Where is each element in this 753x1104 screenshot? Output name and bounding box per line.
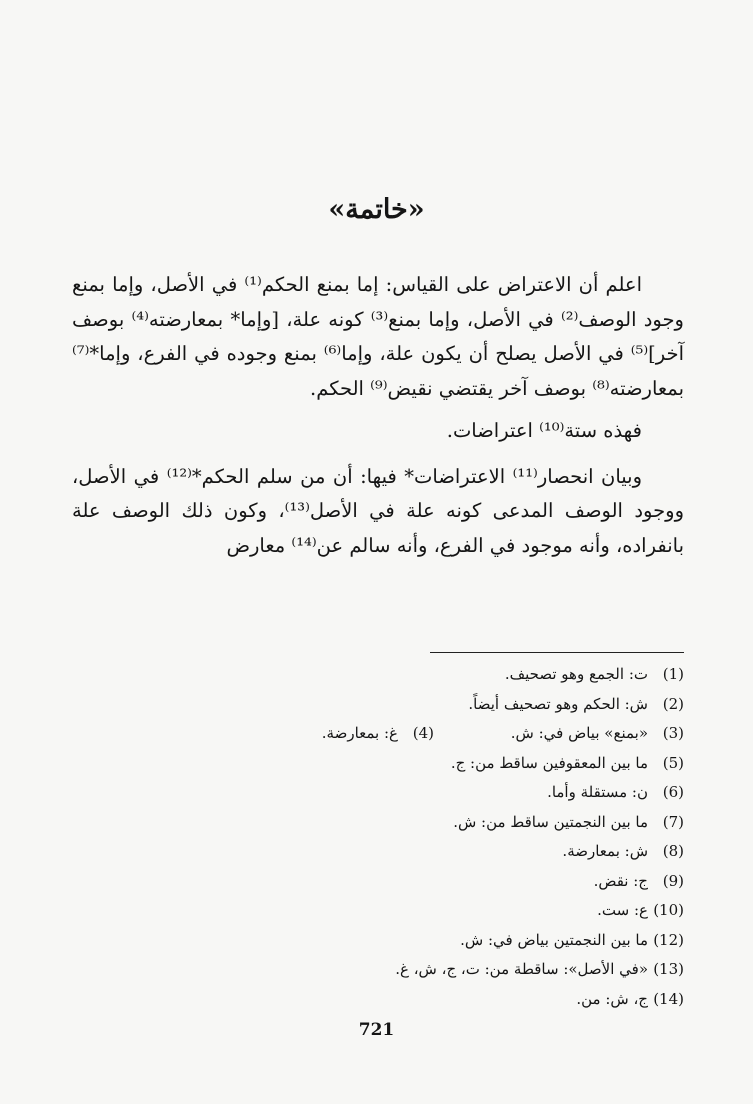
paragraph-3: وبيان انحصار⁽¹¹⁾ الاعتراضات* فيها: أن من سلم الحكم*⁽¹²⁾ في الأصل، ووجود الوصف المدعى كونه علة في الأصل⁽¹³⁾، وكون ذلك الوصف علة بانفراده، وأنه موجود في الفرع، وأنه سالم عن⁽¹⁴⁾ معارض: [72, 464, 684, 557]
paragraph-2: فهذه ستة⁽¹⁰⁾ اعتراضات.: [446, 419, 642, 442]
footnote-row: [110, 926, 684, 956]
footnote: [434, 985, 684, 1015]
page-number: 721: [358, 1020, 395, 1040]
footnote-number: (8): [662, 842, 684, 860]
footnote-row: [110, 1044, 684, 1074]
footnote-text: «بمنع» بياض في: ش.: [510, 724, 648, 742]
footnote-row: [110, 837, 684, 867]
footnote-number: (12): [653, 930, 684, 949]
footnote-number: (6): [662, 783, 684, 801]
footnote-row: [110, 808, 684, 838]
footnote-number: (3): [662, 724, 684, 742]
footnote-text: ش: الحكم وهو تصحيف أيضاً.: [468, 694, 648, 713]
footnote-row: [110, 985, 684, 1015]
footnote-number: (13): [653, 960, 684, 978]
footnote-text: غ: بمعارضة.: [321, 724, 398, 742]
footnote-text: ج: نقض.: [593, 871, 648, 890]
footnote-text: «في الأصل»: ساقطة من: ت، ج، ش، غ.: [395, 960, 648, 978]
footnote: [184, 926, 434, 956]
footnote-text: ش: بمعارضة.: [562, 842, 648, 860]
chapter-title: «خاتمة»: [328, 194, 425, 225]
footnote-row: [110, 896, 684, 926]
footnote-number: (9): [662, 871, 684, 890]
footnote-text: ت: الجمع وهو تصحيف.: [504, 665, 648, 683]
footnote: [434, 719, 684, 749]
footnote-row: [110, 749, 684, 779]
footnote-row: [110, 778, 684, 808]
footnote-row: [110, 660, 684, 690]
footnote-row: [110, 690, 684, 720]
footnote-number: (4): [412, 724, 434, 742]
footnote: [434, 1044, 684, 1074]
footnote: [434, 926, 684, 956]
footnote-number: (5): [662, 753, 684, 772]
footnote-number: (10): [653, 901, 684, 919]
footnote-number: (2): [662, 694, 684, 713]
footnote-text: ن: مستقلة وأما.: [547, 783, 648, 801]
footnote-row: [110, 719, 684, 749]
footnote-row: [110, 867, 684, 897]
footnote-text: ع: ست.: [597, 901, 648, 919]
footnote-row: [110, 955, 684, 985]
footnote: [434, 896, 684, 926]
footnote-number: (1): [662, 665, 684, 683]
footnote-text: ما بين النجمتين بياض في: ش.: [460, 930, 648, 949]
footnote: [434, 690, 684, 720]
paragraph-1: اعلم أن الاعتراض على القياس: إما بمنع الحكم⁽¹⁾ في الأصل، وإما بمنع وجود الوصف⁽²⁾ في الأصل، وإما بمنع⁽³⁾ كونه علة، [وإما* بمعارضته⁽⁴⁾ بوصف آخر]⁽⁵⁾ في الأصل يصلح أن يكون علة، وإما⁽⁶⁾ بمنع وجوده في الفرع، وإما*⁽⁷⁾ بمعارضته⁽⁸⁾ بوصف آخر يقتضي نقيض⁽⁹⁾ الحكم.: [72, 273, 684, 400]
footnote-number: (7): [662, 812, 684, 831]
footnote-separator: [430, 652, 684, 653]
body-text: [72, 268, 684, 563]
footnote: [395, 955, 684, 985]
footnote-text: ما بين النجمتين ساقط من: ش.: [453, 812, 648, 831]
footnote-text: ج، ش: من.: [576, 989, 648, 1008]
footnotes: [110, 660, 684, 1073]
footnote: [434, 867, 684, 897]
footnote-text: ما بين المعقوفين ساقط من: ج.: [450, 753, 648, 772]
footnote: [434, 778, 684, 808]
footnote-number: (14): [653, 989, 684, 1008]
footnote: [434, 837, 684, 867]
footnote: [434, 749, 684, 779]
footnote: [184, 719, 434, 749]
footnote: [434, 808, 684, 838]
footnote: [434, 660, 684, 690]
